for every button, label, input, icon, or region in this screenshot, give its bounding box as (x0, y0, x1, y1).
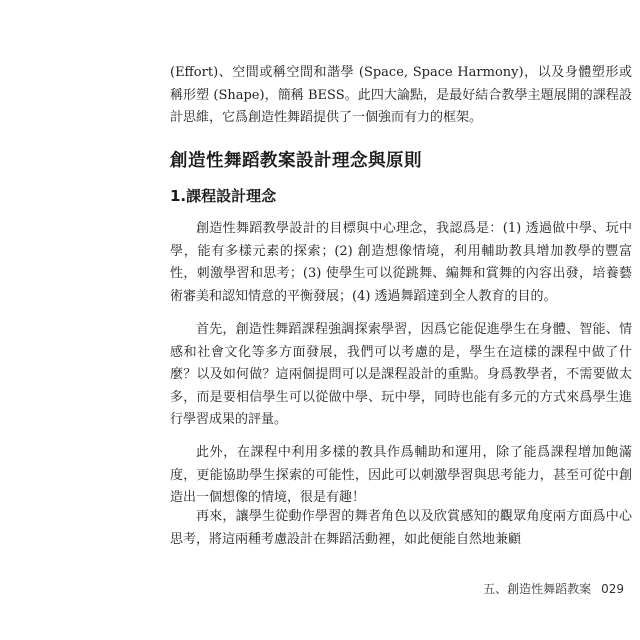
intro-paragraph: (Effort)、空間或稱空間和諧學 (Space, Space Harmony)，以及身體塑形或稱形塑 (Shape)，簡稱 BESS。此四大論點，是最好結合教學主題展開的課程設計思維，它爲創造性舞蹈提供了一個強而有力的框架。 (170, 65, 632, 125)
body-paragraph-3: 此外，在課程中利用多樣的教具作爲輔助和運用，除了能爲課程增加飽滿度，更能協助學生探索的可能性，因此可以刺激學習與思考能力，甚至可從中創造出一個想像的情境，很是有趣！ (170, 445, 632, 505)
body-paragraph-1: 創造性舞蹈教學設計的目標與中心理念，我認爲是：(1) 透過做中學、玩中學，能有多樣元素的探索；(2) 創造想像情境，利用輔助教具增加教學的豐富性，刺激學習和思考；(3) 使學生可以從跳舞、編舞和賞舞的內容出發，培養藝術審美和認知情意的平衡發展；(4) 透過舞蹈達到全人教育的目的。 (170, 221, 632, 304)
body-paragraph-2: 首先，創造性舞蹈課程強調探索學習，因爲它能促進學生在身體、智能、情感和社會文化等多方面發展，我們可以考慮的是，學生在這樣的課程中做了什麼？以及如何做？這兩個提問可以是課程設計的重點。身爲教學者，不需要做太多，而是要相信學生可以從做中學、玩中學，同時也能有多元的方式來爲學生進行學習成果的評量。 (170, 322, 632, 427)
subsection-title: 1.課程設計理念 (170, 187, 277, 205)
section-title: 創造性舞蹈教案設計理念與原則 (170, 151, 422, 171)
page-number: 029 (601, 582, 624, 596)
page-footer (483, 580, 624, 597)
body-paragraph-4: 再來，讓學生從動作學習的舞者角色以及欣賞感知的觀眾角度兩方面爲中心思考，將這兩種考慮設計在舞蹈活動裡，如此便能自然地兼顧 (170, 509, 632, 547)
footer-chapter-title: 五、創造性舞蹈教案 (483, 582, 592, 596)
